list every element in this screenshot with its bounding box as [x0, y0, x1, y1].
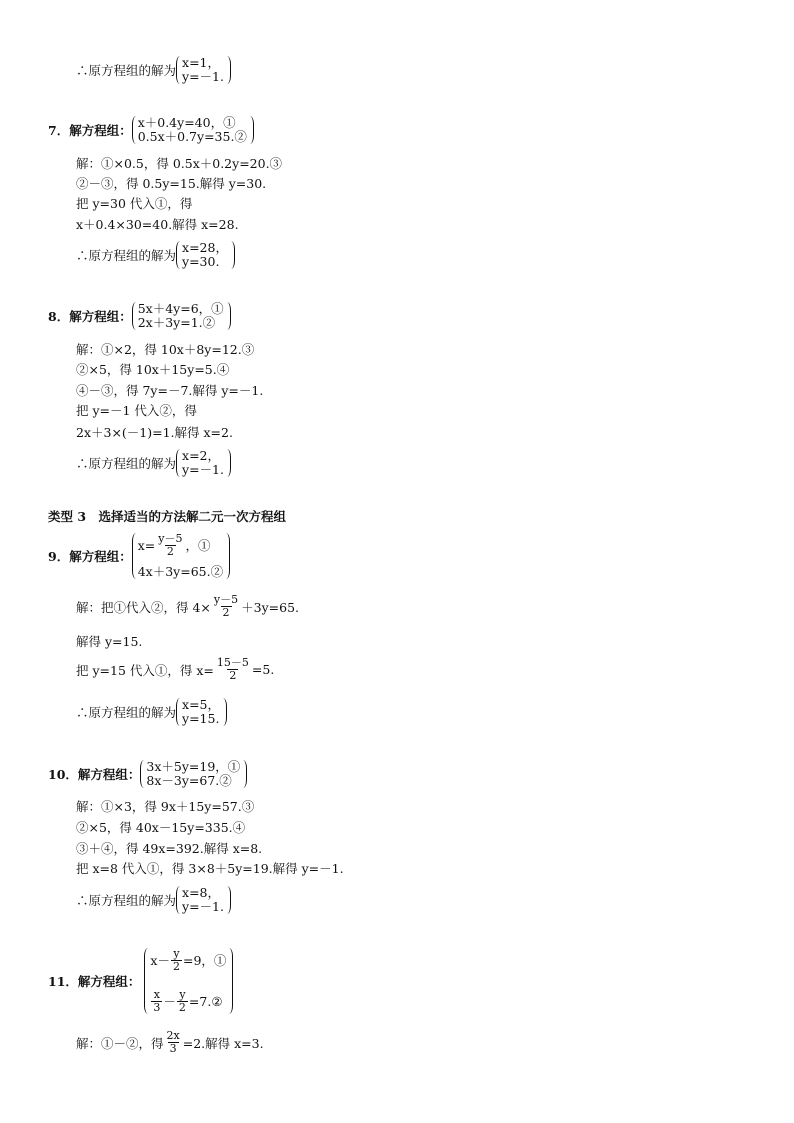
solution-line	[76, 241, 235, 269]
right-paren	[225, 533, 230, 579]
left-brace	[176, 449, 181, 477]
numerator: y－5	[213, 593, 239, 606]
right-paren	[222, 698, 227, 726]
numerator: x	[153, 988, 161, 1001]
denominator: 2	[166, 545, 174, 558]
equation-1: 3x＋5y=19，①	[146, 759, 241, 774]
fraction	[215, 657, 251, 682]
step-line: ③＋④，得 49x=392.解得 x=8.	[76, 841, 263, 856]
equation-system	[146, 760, 240, 788]
equation-2: 0.5x＋0.7y=35.②	[137, 129, 247, 144]
problem-7-header	[48, 116, 254, 144]
right-paren	[249, 116, 254, 144]
solution-system	[182, 449, 224, 477]
fraction	[165, 1030, 182, 1055]
denominator: 3	[169, 1042, 177, 1055]
therefore-text: ∴原方程组的解为	[76, 63, 177, 78]
equation-2: 2x＋3y=1.②	[137, 315, 216, 330]
step-line: 把 y=30 代入①，得	[76, 196, 193, 211]
step-line: 解：①×0.5，得 0.5x＋0.2y=20.③	[76, 156, 283, 171]
denominator: 2	[229, 669, 237, 682]
problem-10-label: 10．解方程组：	[48, 767, 141, 782]
solution-y: y=－1.	[182, 69, 224, 84]
equation-system	[138, 302, 224, 330]
left-brace	[132, 116, 137, 144]
equation-text: ，①	[185, 537, 211, 553]
left-brace	[176, 56, 181, 84]
equation-system	[150, 948, 226, 1014]
right-paren	[228, 948, 233, 1014]
step-line: ②－③，得 0.5y=15.解得 y=30.	[76, 176, 267, 191]
denominator: 3	[153, 1001, 161, 1014]
step-text: 把 y=15 代入①，得 x=	[76, 662, 214, 678]
step-line: 解：①×2，得 10x＋8y=12.③	[76, 342, 255, 357]
step-line: 把 y=－1 代入②，得	[76, 403, 197, 418]
solution-x: x=2，	[182, 448, 220, 463]
solution-y: y=－1.	[182, 899, 224, 914]
left-brace	[132, 533, 137, 579]
problem-11-label: 11．解方程组：	[48, 974, 141, 989]
step-line: 把 x=8 代入①，得 3×8＋5y=19.解得 y=－1.	[76, 861, 344, 876]
equation-1	[150, 948, 226, 973]
right-paren	[226, 449, 231, 477]
equation-text: x=	[137, 537, 156, 553]
right-paren	[226, 56, 231, 84]
problem-8-label: 8．解方程组：	[48, 309, 132, 324]
therefore-text: ∴原方程组的解为	[76, 248, 177, 263]
solution-line	[76, 56, 231, 84]
therefore-text: ∴原方程组的解为	[76, 456, 177, 471]
step-line: 解：①×3，得 9x＋15y=57.③	[76, 799, 255, 814]
denominator: 2	[222, 606, 230, 619]
problem-7-label: 7．解方程组：	[48, 123, 132, 138]
therefore-text: ∴原方程组的解为	[76, 705, 177, 720]
step-line: 2x＋3×(－1)=1.解得 x=2.	[76, 425, 233, 440]
problem-8-header	[48, 302, 231, 330]
denominator: 2	[178, 1001, 186, 1014]
equation-system	[138, 533, 223, 579]
step-line: ④－③，得 7y=－7.解得 y=－1.	[76, 383, 264, 398]
right-paren	[226, 886, 231, 914]
therefore-text: ∴原方程组的解为	[76, 893, 177, 908]
problem-10-header	[48, 760, 247, 788]
left-brace	[132, 302, 137, 330]
step-text: =5.	[251, 662, 275, 677]
step-line: 解得 y=15.	[76, 634, 143, 649]
equation-2: 8x－3y=67.②	[146, 773, 232, 788]
solution-system	[182, 241, 228, 269]
equation-2	[150, 989, 226, 1014]
solution-x: x=5，	[182, 697, 220, 712]
numerator: y－5	[158, 532, 183, 545]
solution-x: x=8，	[182, 885, 220, 900]
equation-1: x＋0.4y=40，①	[137, 115, 236, 130]
solution-y: y=－1.	[182, 462, 224, 477]
step-text: =2.解得 x=3.	[182, 1035, 264, 1051]
right-paren	[226, 302, 231, 330]
solution-system	[182, 56, 224, 84]
numerator: y	[179, 988, 186, 1001]
problem-9-header	[48, 533, 230, 579]
solution-system	[182, 886, 224, 914]
equation-1	[138, 533, 223, 558]
section-heading: 类型 3 选择适当的方法解二元一次方程组	[48, 509, 287, 524]
problem-9-label: 9．解方程组：	[48, 549, 132, 564]
problem-11-header	[48, 948, 233, 1014]
fraction	[177, 989, 188, 1014]
solution-line	[76, 886, 231, 914]
solution-y: y=30.	[182, 254, 220, 269]
solution-y: y=15.	[182, 711, 220, 726]
left-brace	[176, 698, 181, 726]
left-brace	[144, 948, 149, 1014]
numerator: y	[173, 947, 180, 960]
fraction	[212, 594, 240, 619]
equation-system	[138, 116, 247, 144]
solution-line	[76, 698, 227, 726]
left-brace	[176, 241, 181, 269]
equation-1: 5x＋4y=6，①	[137, 301, 224, 316]
equation-text: －	[163, 993, 176, 1009]
solution-x: x=1，	[182, 55, 220, 70]
step-line	[76, 1030, 264, 1055]
step-line: ②×5，得 10x＋15y=5.④	[76, 362, 230, 377]
solution-line	[76, 449, 231, 477]
left-brace	[176, 886, 181, 914]
step-text: 解：①－②，得	[76, 1035, 164, 1051]
step-text: 解：把①代入②，得 4×	[76, 599, 211, 615]
equation-text: =7.②	[188, 993, 223, 1009]
solution-system	[182, 698, 220, 726]
step-line: ②×5，得 40x－15y=335.④	[76, 820, 246, 835]
equation-text: x－	[150, 952, 170, 968]
step-line: x＋0.4×30=40.解得 x=28.	[76, 217, 239, 232]
step-text: ＋3y=65.	[241, 599, 299, 615]
numerator: 2x	[166, 1029, 180, 1042]
fraction	[156, 533, 184, 558]
right-paren	[242, 760, 247, 788]
right-paren	[230, 241, 235, 269]
equation-2: 4x＋3y=65.②	[137, 564, 224, 579]
fraction	[171, 948, 182, 973]
denominator: 2	[172, 960, 180, 973]
solution-x: x=28，	[182, 240, 228, 255]
numerator: 15－5	[216, 656, 249, 669]
left-brace	[140, 760, 145, 788]
step-line	[76, 594, 299, 619]
equation-text: =9，①	[182, 952, 227, 968]
fraction	[151, 989, 162, 1014]
step-line	[76, 657, 274, 682]
